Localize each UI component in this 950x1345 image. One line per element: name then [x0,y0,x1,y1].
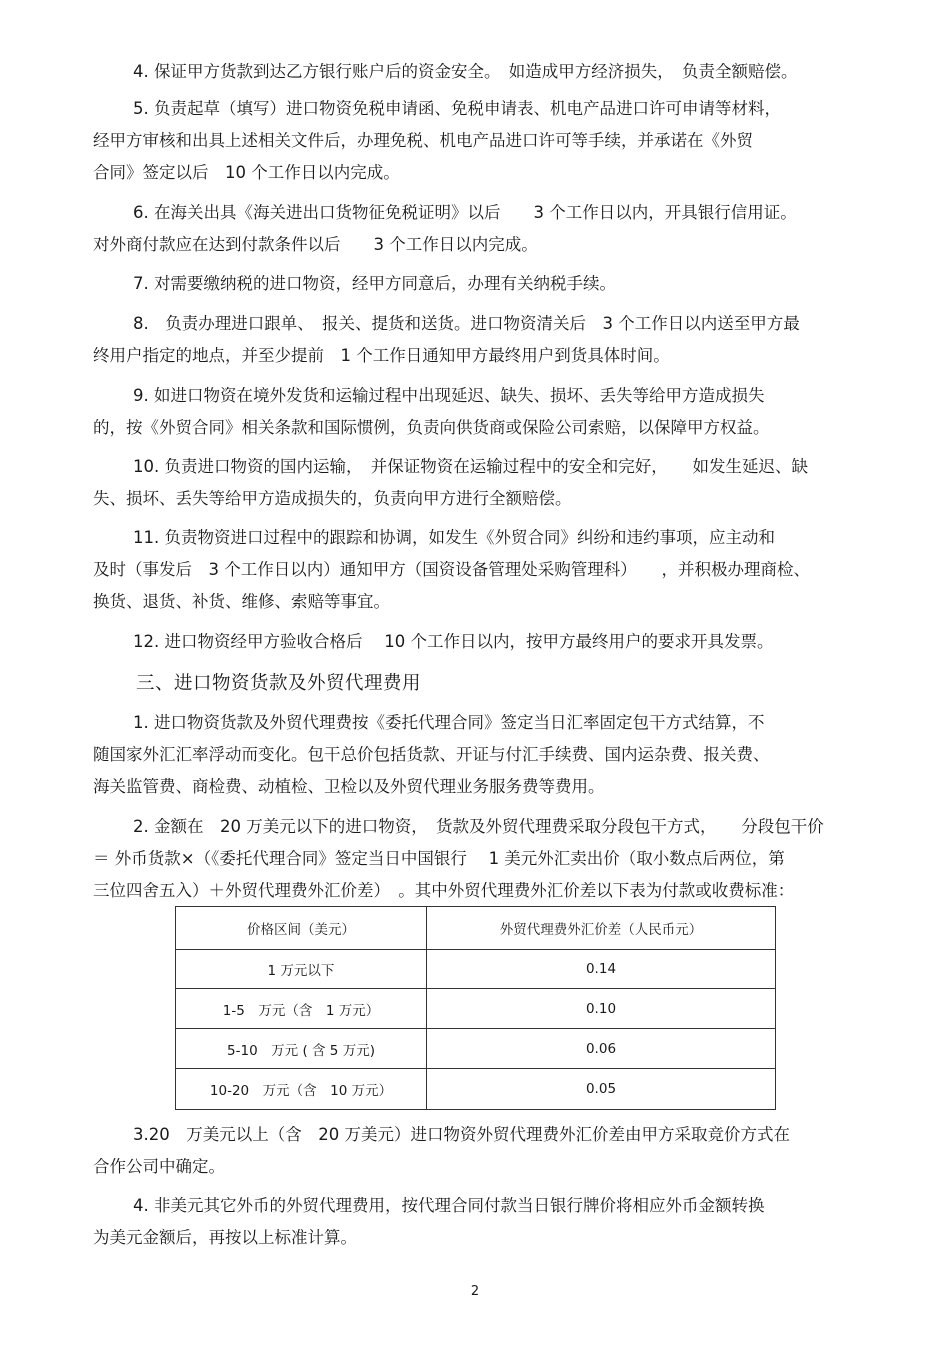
paragraph-line: 终用户指定的地点，并至少提前 1 个工作日通知甲方最终用户到货具体时间。 [93,346,670,365]
paragraph-line: 为美元金额后，再按以上标准计算。 [93,1228,357,1247]
paragraph-line: 1. 进口物资货款及外贸代理费按《委托代理合同》签定当日汇率固定包干方式结算，不 [133,713,765,732]
table-cell: 1 万元以下 [176,950,427,989]
paragraph-line: 8. 负责办理进口跟单、 报关、提货和送货。进口物资清关后 3 个工作日以内送至甲方最 [133,314,800,333]
table-cell: 0.10 [427,989,776,1029]
paragraph-line: ＝ 外币货款×（《委托代理合同》签定当日中国银行 1 美元外汇卖出价（取小数点后两位，第 [93,849,785,868]
paragraph-line: 9. 如进口物资在境外发货和运输过程中出现延迟、缺失、损坏、丢失等给甲方造成损失 [133,386,765,405]
table-cell: 0.14 [427,950,776,989]
section-heading: 三、进口物资货款及外贸代理费用 [136,673,422,694]
table-cell: 0.06 [427,1029,776,1069]
paragraph-line: 12. 进口物资经甲方验收合格后 10 个工作日以内，按甲方最终用户的要求开具发票。 [133,632,774,651]
fee-table [175,906,776,1110]
paragraph-line: 4. 保证甲方货款到达乙方银行账户后的资金安全。 如造成甲方经济损失， 负责全额赔偿。 [133,62,798,81]
paragraph-line: 合同》签定以后 10 个工作日以内完成。 [93,163,400,182]
table-header-row [176,907,776,950]
paragraph-line: 3.20 万美元以上（含 20 万美元）进口物资外贸代理费外汇价差由甲方采取竞价方式在 [133,1125,790,1144]
table-row [176,950,776,989]
paragraph-line: 5. 负责起草（填写）进口物资免税申请函、免税申请表、机电产品进口许可申请等材料， [133,99,781,118]
paragraph-line: 及时（事发后 3 个工作日以内）通知甲方（国资设备管理处采购管理科） ，并积极办理商检、 [93,560,810,579]
paragraph-line: 7. 对需要缴纳税的进口物资，经甲方同意后，办理有关纳税手续。 [133,274,616,293]
table-row [176,989,776,1029]
table-header-cell: 外贸代理费外汇价差（人民币元） [427,907,776,950]
paragraph-line: 11. 负责物资进口过程中的跟踪和协调，如发生《外贸合同》纠纷和违约事项，应主动和 [133,528,775,547]
paragraph-line: 6. 在海关出具《海关进出口货物征免税证明》以后 3 个工作日以内，开具银行信用证。 [133,203,797,222]
paragraph-line: 三位四舍五入）＋外贸代理费外汇价差） 。其中外贸代理费外汇价差以下表为付款或收费标准： [93,881,795,900]
table-cell: 1-5 万元（含 1 万元） [176,989,427,1029]
paragraph-line: 4. 非美元其它外币的外贸代理费用，按代理合同付款当日银行牌价将相应外币金额转换 [133,1196,765,1215]
table-cell: 0.05 [427,1069,776,1110]
paragraph-line: 合作公司中确定。 [93,1157,225,1176]
paragraph-line: 的，按《外贸合同》相关条款和国际惯例，负责向供货商或保险公司索赔，以保障甲方权益。 [93,418,770,437]
paragraph-line: 换货、退货、补货、维修、索赔等事宜。 [93,592,390,611]
paragraph-line: 10. 负责进口物资的国内运输， 并保证物资在运输过程中的安全和完好， 如发生延迟、缺 [133,457,808,476]
table-header-cell: 价格区间（美元） [176,907,427,950]
paragraph-line: 2. 金额在 20 万美元以下的进口物资， 货款及外贸代理费采取分段包干方式， 分段包干价 [133,817,824,836]
page-number: 2 [470,1284,480,1299]
paragraph-line: 经甲方审核和出具上述相关文件后，办理免税、机电产品进口许可等手续，并承诺在《外贸 [93,131,753,150]
paragraph-line: 海关监管费、商检费、动植检、卫检以及外贸代理业务服务费等费用。 [93,777,605,796]
table-cell: 10-20 万元（含 10 万元） [176,1069,427,1110]
paragraph-line: 对外商付款应在达到付款条件以后 3 个工作日以内完成。 [93,235,538,254]
table-row [176,1029,776,1069]
table-row [176,1069,776,1110]
paragraph-line: 随国家外汇汇率浮动而变化。包干总价包括货款、开证与付汇手续费、国内运杂费、报关费、 [93,745,770,764]
table-cell: 5-10 万元 ( 含 5 万元) [176,1029,427,1069]
paragraph-line: 失、损坏、丢失等给甲方造成损失的，负责向甲方进行全额赔偿。 [93,489,572,508]
